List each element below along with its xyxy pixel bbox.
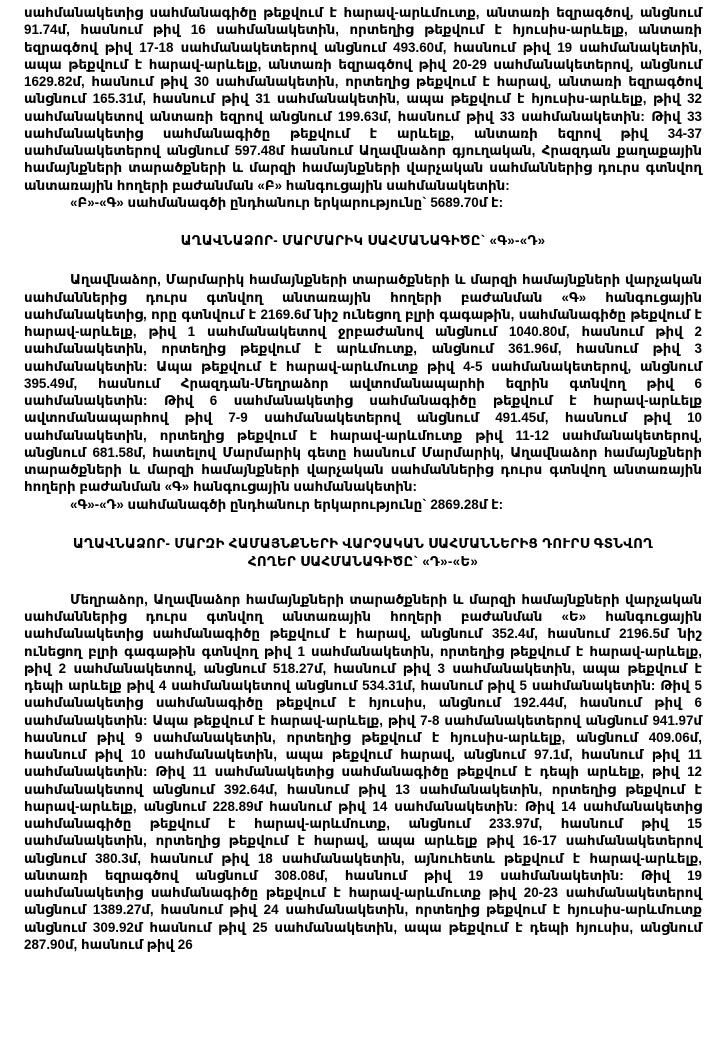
section-heading-d-e-line-1: ԱՂԱՎՆԱՁՈՐ- ՄԱՐԶԻ ՀԱՄԱՅՆՔՆԵՐԻ ՎԱՐՉԱԿԱՆ ՍԱՀՄԱՆՆԵՐԻՑ ԴՈՒՐՍ ԳՏՆՎՈՂ — [72, 535, 654, 551]
section-heading-d-e — [24, 535, 702, 571]
section-heading-g-d: ԱՂԱՎՆԱՁՈՐ- ՄԱՐՄԱՐԻԿ ՍԱՀՄԱՆԱԳԻԾԸ` «Գ»-«Դ» — [180, 233, 546, 248]
section-heading-d-e-line-2: ՀՈՂԵՐ ՍԱՀՄԱՆԱԳԻԾԸ` «Դ»-«Ե» — [247, 553, 479, 569]
section-continuation-total: «Բ»-«Գ» սահմանագծի ընդհանուր երկարությունը` 5689.70մ է: — [70, 194, 504, 210]
section-d-e-paragraph: Մեղրաձոր, Աղավնաձոր համայնքների տարածքների և մարզի համայնքների վարչական սահմաններից դուրս գտնվող անտառային հողերի բաժանման «Ե» հանգուցային սահմանակետից սահմանագիծը թեքվում է հարավ, անցնում 352.4մ, հասնում 2196.5մ նիշ ունեցող բլրի գագաթին գտնվող թիվ 1 սահմանակետին, որտեղից թեքվում է հարավ-արևելք, թիվ 2 սահմանակետով, անցնում 518.27մ, հասնում թիվ 3 սահմանակետին, ապա թեքվում է դեպի արևելք թիվ 4 սահմանակետով անցնում 534.31մ, հասնում թիվ 5 սահմանակետին: Թիվ 5 սահմանակետից սահմանագիծը թեքվում է հյուսիս, անցնում 192.44մ, հասնում թիվ 6 սահմանակետին: Ապա թեքվում է հարավ-արևելք, թիվ 7-8 սահմանակետերով անցնում 941.97մ հասնում թիվ 9 սահմանակետին, որտեղից թեքվում է հյուսիս-արևելք, անցնում 409.06մ, հասնում թիվ 10 սահմանակետին, ապա թեքվում հարավ, անցնում 97.1մ, հասնում թիվ 11 սահմանակետին: Թիվ 11 սահմանակետից սահմանագիծը թեքվում է դեպի արևելք, թիվ 12 սահմանակետով անցնում 392.64մ, հասնում թիվ 13 սահմանակետին, որտեղից թեքվում է հարավ-արևելք, անցնում 228.89մ հասնում թիվ 14 սահմանակետին: Թիվ 14 սահմանակետից սահմանագիծը թեքվում է հարավ-արևմուտք, անցնում 233.97մ, հասնում թիվ 15 սահմանակետին, որտեղից թեքվում է հարավ, ապա արևելք թիվ 16-17 սահմանակետերով անցնում 380.3մ, հասնում թիվ 18 սահմանակետին, այնուհետև թեքվում է հարավ-արևելք, անտառի եզրագծով անցնում 308.08մ, հասնում թիվ 19 սահմանակետին: Թիվ 19 սահմանակետից սահմանագիծը թեքվում է հարավ-արևմուտք թիվ 20-23 սահմանակետերով անցնում 1389.27մ, հասնում թիվ 24 սահմանակետին, որտեղից թեքվում է հյուսիս-արևմուտք անցնում 309.92մ հասնում թիվ 25 սահմանակետին, ապա թեքվում է դեպի հյուսիս, անցնում 287.90մ, հասնում թիվ 26 — [24, 591, 702, 952]
section-g-d-paragraph: Աղավնաձոր, Մարմարիկ համայնքների տարածքների և մարզի համայնքների վարչական սահմաններից դուրս գտնվող անտառային հողերի բաժանման «Գ» հանգուցային սահմանակետից, որը գտնվում է 2169.6մ նիշ ունեցող բլրի գագաթին, սահմանագիծը թեքվում է հարավ-արևելք, թիվ 1 սահմանակետով ջրբաժանով անցնում 1040.80մ, հասնում թիվ 2 սահմանակետին, որտեղից թեքվում է արևմուտք, անցնում 361.96մ, հասնում թիվ 3 սահմանակետին: Ապա թեքվում է հարավ-արևմուտք թիվ 4-5 սահմանակետերով, անցնում 395.49մ, հասնում Հրազդան-Մեղրաձոր ավտոմանապարհի եզրին գտնվող թիվ 6 սահմանակետին: Թիվ 6 սահմանակետից սահմանագիծը թեքվում է հարավ-արևելք ավտոմանապարհով թիվ 7-9 սահմանակետերով անցնում 491.45մ, հասնում թիվ 10 սահմանակետին, որտեղից թեքվում է հարավ-արևմուտք թիվ 11-12 սահմանակետերով, անցնում 681.58մ, հատելով Մարմարիկ գետը հասնում Մարմարիկ, Աղավնաձոր համայնքների տարածքների և մարզի համայնքների վարչական սահմաններից դուրս գտնվող անտառային հողերի բաժանման «Գ» հանգուցային սահմանակետին: — [24, 272, 702, 495]
section-continuation-paragraph: սահմանակետից սահմանագիծը թեքվում է հարավ-արևմուտք, անտառի եզրագծով, անցնում 91.74մ, հասնում թիվ 16 սահմանակետին, որտեղից թեքվում է հյուսիս-արևելք, անտառի եզրագծով թիվ 17-18 սահմանակետերով անցնում 493.60մ, հասնում թիվ 19 սահմանակետին, ապա թեքվում է հարավ-արևելք, անտառի եզրագծով թիվ 20-29 սահմանակետերով, անցնում 1629.82մ, հասնում թիվ 30 սահմանակետին, որտեղից թեքվում է հարավ, անտառի եզրագծով անցնում 165.31մ, հասնում թիվ 31 սահմանակետին, ապա թեքվում է հյուսիս-արևելք, թիվ 32 սահմանակետով անտառի եզրով անցնում 199.63մ, հասնում թիվ 33 սահմանակետին: Թիվ 33 սահմանակետից սահմանագիծը թեքվում է արևելք, անտառի եզրով թիվ 34-37 սահմանակետերով անցնում 597.48մ հասնում Աղավնաձոր գյուղական, Հրազդան քաղաքային համայնքների տարածքների և մարզի համայնքների վարչական սահմաններից դուրս գտնվող անտառային հողերի բաժանման «Բ» հանգուցային սահմանակետին: — [24, 5, 702, 193]
section-g-d-total: «Գ»-«Դ» սահմանագծի ընդհանուր երկարությունը` 2869.28մ է: — [70, 496, 504, 512]
